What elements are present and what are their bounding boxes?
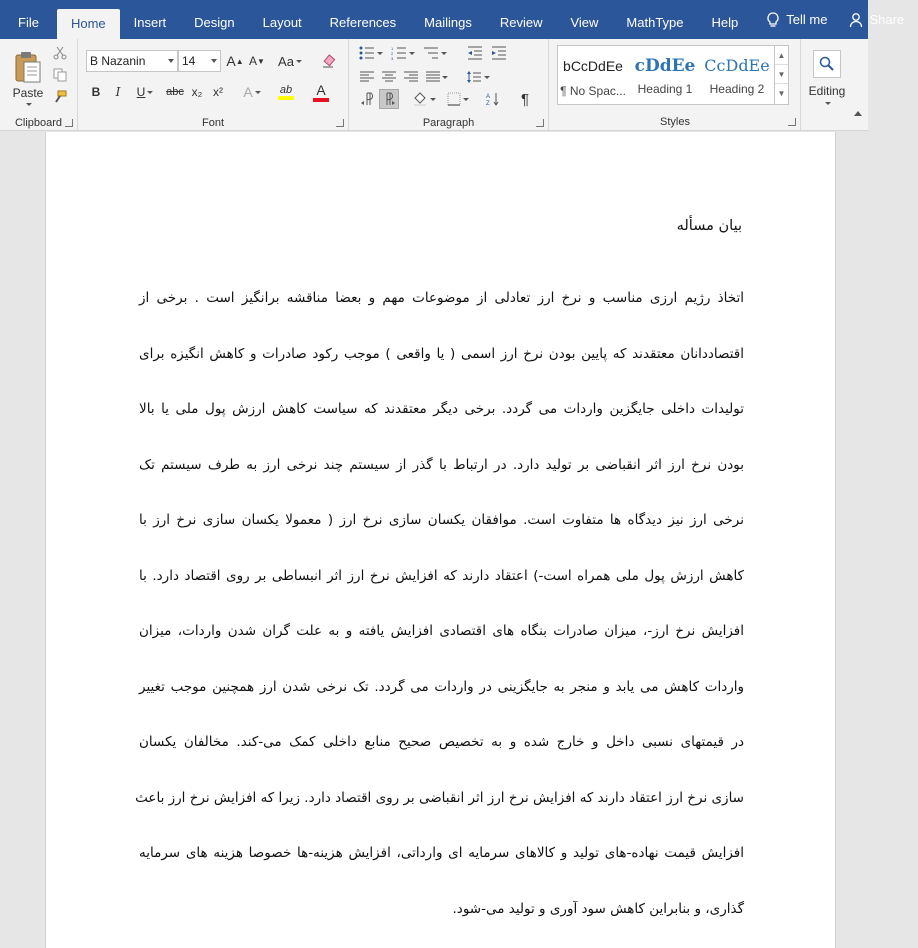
italic-icon: I xyxy=(115,85,121,99)
style-heading-1-preview: cDdEe xyxy=(634,56,696,76)
document-body xyxy=(135,271,744,937)
style-no-spacing[interactable] xyxy=(558,46,628,104)
format-painter-icon xyxy=(53,90,67,104)
ribbon-tab-bar xyxy=(0,0,905,39)
document-page[interactable] xyxy=(45,132,836,948)
ribbon xyxy=(0,39,868,131)
numbering-button[interactable] xyxy=(389,43,417,63)
share-button[interactable] xyxy=(841,0,918,39)
tab-file[interactable]: File xyxy=(18,15,39,30)
subscript-icon: x₂ xyxy=(191,85,203,99)
decrease-indent-icon xyxy=(467,46,483,60)
paste-icon xyxy=(13,50,43,84)
svg-text:A: A xyxy=(486,94,491,100)
tab-insert[interactable]: Insert xyxy=(133,15,167,30)
chevron-up-icon[interactable]: ▲ xyxy=(775,46,788,65)
text-effects-icon: A xyxy=(243,84,253,100)
ltr-button[interactable] xyxy=(357,89,377,109)
style-no-spacing-preview: bCcDdEe xyxy=(563,58,623,74)
underline-icon: U xyxy=(136,85,146,99)
tab-review[interactable]: Review xyxy=(499,15,543,30)
increase-indent-icon xyxy=(491,46,507,60)
borders-button[interactable] xyxy=(443,89,473,109)
body-line: نرخی ارز نیز دیدگاه ها متفاوت است. موافقان یکسان سازی نرخ ارز ( معمولا یکسان سازی نرخ ارز با xyxy=(139,512,744,528)
tab-help[interactable]: Help xyxy=(711,15,739,30)
font-size-value: 14 xyxy=(182,54,196,68)
body-line: کاهش ارزش پول ملی همراه است-) اعتقاد دارند که افزایش نرخ ارز اثر انبساطی بر روی اقتصاد دارد. با xyxy=(139,567,744,584)
tab-mailings[interactable]: Mailings xyxy=(424,15,472,30)
body-line: گذاری، و بنابراین کاهش سود آوری و تولید می-شود. xyxy=(452,900,744,917)
text-effects-button[interactable] xyxy=(238,81,266,103)
paragraph-group-label: Paragraph xyxy=(422,117,475,129)
tab-view[interactable]: View xyxy=(570,15,599,30)
align-left-icon xyxy=(360,71,374,83)
editing-dropdown-icon xyxy=(825,102,831,105)
more-styles-icon[interactable]: ▼ xyxy=(777,89,786,98)
superscript-icon: x² xyxy=(213,85,223,99)
svg-text:1: 1 xyxy=(391,46,394,51)
font-color-button[interactable] xyxy=(306,79,336,105)
style-heading-2-name: Heading 2 xyxy=(709,82,765,96)
cut-button[interactable] xyxy=(50,44,70,62)
tab-design[interactable]: Design xyxy=(194,15,235,30)
multilevel-list-button[interactable] xyxy=(421,43,449,63)
styles-gallery xyxy=(557,45,789,105)
align-left-button[interactable] xyxy=(357,67,377,87)
justify-button[interactable] xyxy=(423,67,451,87)
line-spacing-icon xyxy=(466,70,482,84)
change-case-button[interactable] xyxy=(276,51,304,71)
person-icon xyxy=(849,12,863,28)
body-line: در قیمتهای نسبی داخل و خارج شده و به تخصیص صحیح منابع داخلی کمک می-کند. مخالفان یکسان xyxy=(139,734,744,750)
subscript-button[interactable] xyxy=(188,81,206,103)
pilcrow-icon: ¶ xyxy=(520,90,530,108)
line-spacing-button[interactable] xyxy=(463,67,493,87)
styles-launcher-icon[interactable] xyxy=(788,118,796,126)
bold-icon: B xyxy=(91,85,101,99)
clipboard-group-label: Clipboard xyxy=(14,117,63,129)
font-size-select[interactable] xyxy=(178,50,221,72)
change-case-icon: Aa xyxy=(278,53,294,69)
collapse-ribbon-icon[interactable] xyxy=(854,111,862,116)
strikethrough-button[interactable] xyxy=(164,81,186,103)
copy-icon xyxy=(53,68,67,82)
body-line: تولیدات داخلی جایگزین واردات می گردد. برخی دیگر معتقدند که سیاست کاهش ارزش پول ملی یا بالا xyxy=(139,401,744,417)
font-group-label: Font xyxy=(201,117,224,129)
paste-button[interactable] xyxy=(8,45,48,111)
paste-dropdown-icon xyxy=(26,103,32,106)
body-line: افزایش نرخ ارز-، میزان صادرات بنگاه های اقتصادی افزایش یافته و به علت گران شدن واردات، میزان xyxy=(139,623,744,639)
style-heading-2[interactable] xyxy=(702,46,772,104)
shrink-font-icon: A xyxy=(249,54,258,68)
lightbulb-icon xyxy=(766,12,780,28)
align-center-button[interactable] xyxy=(379,67,399,87)
bullets-icon xyxy=(359,46,375,60)
bold-button[interactable] xyxy=(88,81,104,103)
justify-icon xyxy=(426,71,440,83)
paste-label: Paste xyxy=(12,86,44,100)
sort-button[interactable] xyxy=(483,89,503,109)
body-line: اتخاذ رژیم ارزی مناسب و نرخ ارز تعادلی از موضوعات مهم و بعضا مناقشه برانگیز است . برخی از xyxy=(139,290,744,306)
search-icon xyxy=(813,50,841,78)
underline-button[interactable] xyxy=(132,81,158,103)
body-line: اقتصاددانان معتقدند که پایین بودن نرخ ارز اسمی ( یا واقعی ) موجب رکود صادرات و کاهش انگیزه برای xyxy=(139,345,744,362)
tab-mathtype[interactable]: MathType xyxy=(626,15,684,30)
borders-icon xyxy=(447,92,461,106)
style-heading-1-name: Heading 1 xyxy=(637,82,693,96)
clipboard-group xyxy=(0,39,78,131)
scissors-icon xyxy=(53,46,67,60)
copy-button[interactable] xyxy=(50,66,70,84)
tab-references[interactable]: References xyxy=(329,15,397,30)
shrink-font-button[interactable]: A ▼ xyxy=(249,54,265,68)
share-label: Share xyxy=(869,11,905,27)
strikethrough-icon: abc xyxy=(166,86,184,98)
clear-formatting-icon xyxy=(321,53,337,69)
tell-me-label: Tell me xyxy=(786,11,828,27)
format-painter-button[interactable] xyxy=(50,88,70,106)
numbering-icon xyxy=(391,46,407,60)
highlight-icon: ab xyxy=(279,84,293,96)
tab-layout[interactable]: Layout xyxy=(262,15,302,30)
body-line: واردات کاهش می یابد و منجر به جایگزینی در واردات می گردد. تک نرخی شدن ارز همچنین موجب تغییر xyxy=(139,678,744,695)
grow-font-icon: A xyxy=(226,53,236,69)
font-group xyxy=(78,39,349,131)
clipboard-launcher-icon[interactable] xyxy=(65,119,73,127)
svg-text:Z: Z xyxy=(486,101,490,107)
sort-icon xyxy=(486,92,500,106)
document-area xyxy=(0,132,868,948)
left-to-right-icon xyxy=(360,92,374,106)
paragraph-group xyxy=(349,39,549,131)
align-right-button[interactable] xyxy=(401,67,421,87)
chevron-down-icon[interactable]: ▼ xyxy=(775,65,788,84)
font-name-value: B Nazanin xyxy=(90,54,146,68)
shading-button[interactable] xyxy=(409,89,439,109)
multilevel-list-icon xyxy=(423,46,439,60)
paragraph-launcher-icon[interactable] xyxy=(536,119,544,127)
decrease-indent-button[interactable] xyxy=(465,43,485,63)
svg-text:2: 2 xyxy=(391,51,394,56)
font-launcher-icon[interactable] xyxy=(336,119,344,127)
font-name-select[interactable] xyxy=(86,50,178,72)
font-color-bar xyxy=(313,98,329,102)
tell-me-search[interactable] xyxy=(752,0,841,39)
rtl-button[interactable] xyxy=(379,89,399,109)
style-heading-1[interactable] xyxy=(630,46,700,104)
align-right-icon xyxy=(404,71,418,83)
highlight-color-bar xyxy=(278,96,294,100)
superscript-button[interactable] xyxy=(209,81,227,103)
increase-indent-button[interactable] xyxy=(489,43,509,63)
font-color-icon: A xyxy=(316,82,326,98)
styles-gallery-scroll[interactable] xyxy=(774,46,788,104)
bullets-button[interactable] xyxy=(357,43,385,63)
style-heading-2-preview: CcDdEe xyxy=(704,56,770,75)
paint-bucket-icon xyxy=(412,92,428,106)
body-line: سازی نرخ ارز اعتقاد دارند که افزایش نرخ ارز اثر انقباضی بر روی اقتصاد دارد. زیرا که افزایش نرخ ارز باعث xyxy=(135,789,744,806)
grow-font-button[interactable]: A ▲ xyxy=(226,53,244,69)
svg-text:3: 3 xyxy=(391,56,394,61)
align-center-icon xyxy=(382,71,396,83)
highlight-button[interactable] xyxy=(271,79,301,105)
body-line: افزایش قیمت نهاده-های تولید و کالاهای سرمایه ای وارداتی، افزایش هزینه-ها خصوصا هزینه های سرمایه xyxy=(139,845,744,861)
editing-button[interactable] xyxy=(806,44,848,110)
body-line: بودن نرخ ارز اثر انقباضی بر تولید دارد. در ارتباط با گذر از سیستم چند نرخی ارز به طرف سیستم تک xyxy=(139,456,744,473)
tab-home[interactable]: Home xyxy=(57,9,120,39)
italic-button[interactable] xyxy=(110,81,126,103)
document-heading: بیان مسأله xyxy=(676,218,742,234)
styles-group-label: Styles xyxy=(660,116,690,128)
style-no-spacing-name: ¶ No Spac... xyxy=(560,84,626,98)
clear-formatting-button[interactable] xyxy=(318,51,340,71)
right-to-left-icon xyxy=(382,92,396,106)
editing-label: Editing xyxy=(808,83,846,98)
show-formatting-marks-button[interactable] xyxy=(515,89,535,109)
